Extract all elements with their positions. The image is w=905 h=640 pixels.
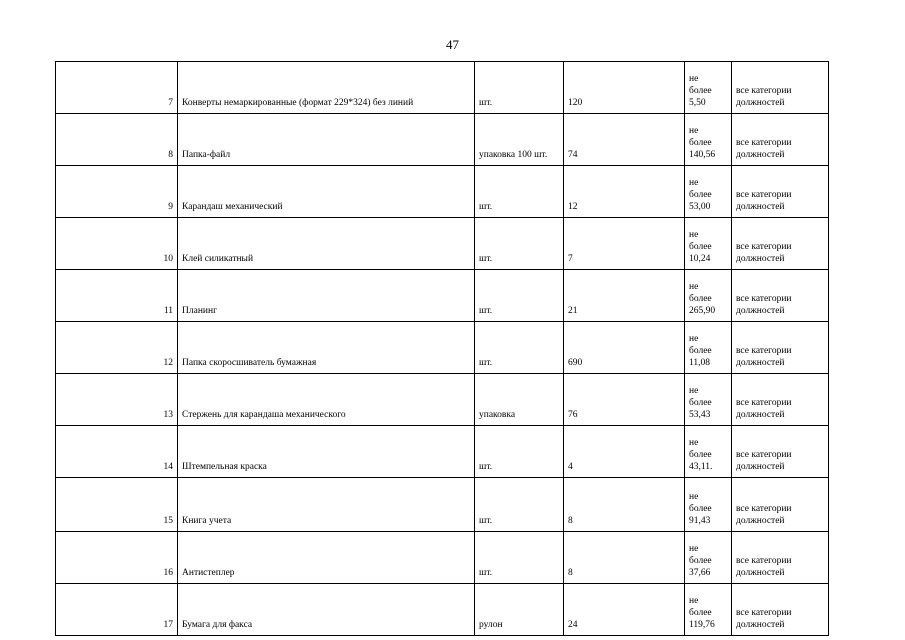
price-cell [685, 270, 732, 322]
price-line: более [689, 190, 712, 200]
row-number-cell: 10 [56, 218, 178, 270]
quantity-cell: 21 [564, 270, 685, 322]
unit-cell: шт. [475, 322, 564, 374]
item-name-cell: Планинг [178, 270, 475, 322]
category-cell: все категории должностей [732, 584, 829, 636]
item-name-cell: Стержень для карандаша механического [178, 374, 475, 426]
table-row [56, 322, 829, 374]
item-name-cell: Штемпельная краска [178, 426, 475, 478]
row-number-cell: 9 [56, 166, 178, 218]
category-cell: все категории должностей [732, 426, 829, 478]
price-line: более [689, 504, 712, 514]
unit-cell: шт. [475, 218, 564, 270]
table-row [56, 478, 829, 532]
price-line: более [689, 294, 712, 304]
price-line: 119,76 [689, 620, 715, 630]
item-name-cell: Антистеплер [178, 532, 475, 584]
price-line: 140,56 [689, 150, 716, 160]
price-cell [685, 114, 732, 166]
category-cell: все категории должностей [732, 322, 829, 374]
item-name-cell: Папка-файл [178, 114, 475, 166]
item-name-cell: Папка скоросшиватель бумажная [178, 322, 475, 374]
quantity-cell: 7 [564, 218, 685, 270]
item-name-cell: Бумага для факса [178, 584, 475, 636]
row-number-cell: 7 [56, 62, 178, 114]
price-cell [685, 532, 732, 584]
quantity-cell: 74 [564, 114, 685, 166]
price-line: не [689, 438, 699, 448]
unit-cell: шт. [475, 62, 564, 114]
price-line: более [689, 398, 712, 408]
table-row [56, 114, 829, 166]
row-number-cell: 12 [56, 322, 178, 374]
quantity-cell: 12 [564, 166, 685, 218]
table-row [56, 218, 829, 270]
price-line: не [689, 492, 699, 502]
price-line: 10,24 [689, 254, 711, 264]
price-line: 5,50 [689, 98, 706, 108]
price-cell [685, 478, 732, 532]
price-line: более [689, 450, 712, 460]
price-cell [685, 374, 732, 426]
price-line: не [689, 126, 699, 136]
row-number-cell: 15 [56, 478, 178, 532]
price-cell [685, 62, 732, 114]
category-cell: все категории должностей [732, 114, 829, 166]
price-line: более [689, 556, 712, 566]
price-line: не [689, 544, 699, 554]
category-cell: все категории должностей [732, 374, 829, 426]
quantity-cell: 120 [564, 62, 685, 114]
unit-cell: рулон [475, 584, 564, 636]
row-number-cell: 11 [56, 270, 178, 322]
price-line: 53,00 [689, 202, 711, 212]
supply-table [55, 61, 829, 636]
price-line: не [689, 230, 699, 240]
row-number-cell: 14 [56, 426, 178, 478]
unit-cell: шт. [475, 166, 564, 218]
price-line: не [689, 334, 699, 344]
table-row [56, 584, 829, 636]
category-cell: все категории должностей [732, 478, 829, 532]
price-line: 37,66 [689, 568, 711, 578]
category-cell: все категории должностей [732, 532, 829, 584]
item-name-cell: Конверты немаркированные (формат 229*324) без линий [178, 62, 475, 114]
quantity-cell: 8 [564, 532, 685, 584]
item-name-cell: Клей силикатный [178, 218, 475, 270]
category-cell: все категории должностей [732, 166, 829, 218]
price-line: более [689, 608, 712, 618]
table-row [56, 532, 829, 584]
price-cell [685, 322, 732, 374]
category-cell: все категории должностей [732, 218, 829, 270]
table-row [56, 270, 829, 322]
table-body [56, 62, 829, 636]
category-cell: все категории должностей [732, 62, 829, 114]
price-line: более [689, 138, 712, 148]
row-number-cell: 16 [56, 532, 178, 584]
price-cell [685, 584, 732, 636]
price-line: не [689, 596, 699, 606]
item-name-cell: Книга учета [178, 478, 475, 532]
price-line: не [689, 178, 699, 188]
price-line: более [689, 86, 712, 96]
item-name-cell: Карандаш механический [178, 166, 475, 218]
unit-cell: шт. [475, 270, 564, 322]
price-cell [685, 426, 732, 478]
unit-cell: шт. [475, 478, 564, 532]
quantity-cell: 76 [564, 374, 685, 426]
quantity-cell: 24 [564, 584, 685, 636]
table-row [56, 374, 829, 426]
table-row [56, 166, 829, 218]
table-row [56, 62, 829, 114]
price-cell [685, 166, 732, 218]
row-number-cell: 17 [56, 584, 178, 636]
price-line: не [689, 386, 699, 396]
price-line: 43,11. [689, 462, 713, 472]
price-line: 11,08 [689, 358, 711, 368]
price-line: не [689, 74, 699, 84]
price-line: не [689, 282, 699, 292]
page-number: 47 [446, 37, 459, 52]
price-cell [685, 218, 732, 270]
unit-cell: шт. [475, 532, 564, 584]
unit-cell: упаковка 100 шт. [475, 114, 564, 166]
price-line: более [689, 242, 712, 252]
price-line: 265,90 [689, 306, 716, 316]
price-line: более [689, 346, 712, 356]
table-row [56, 426, 829, 478]
quantity-cell: 8 [564, 478, 685, 532]
price-line: 91,43 [689, 516, 711, 526]
category-cell: все категории должностей [732, 270, 829, 322]
unit-cell: упаковка [475, 374, 564, 426]
row-number-cell: 13 [56, 374, 178, 426]
row-number-cell: 8 [56, 114, 178, 166]
unit-cell: шт. [475, 426, 564, 478]
quantity-cell: 690 [564, 322, 685, 374]
price-line: 53,43 [689, 410, 711, 420]
quantity-cell: 4 [564, 426, 685, 478]
